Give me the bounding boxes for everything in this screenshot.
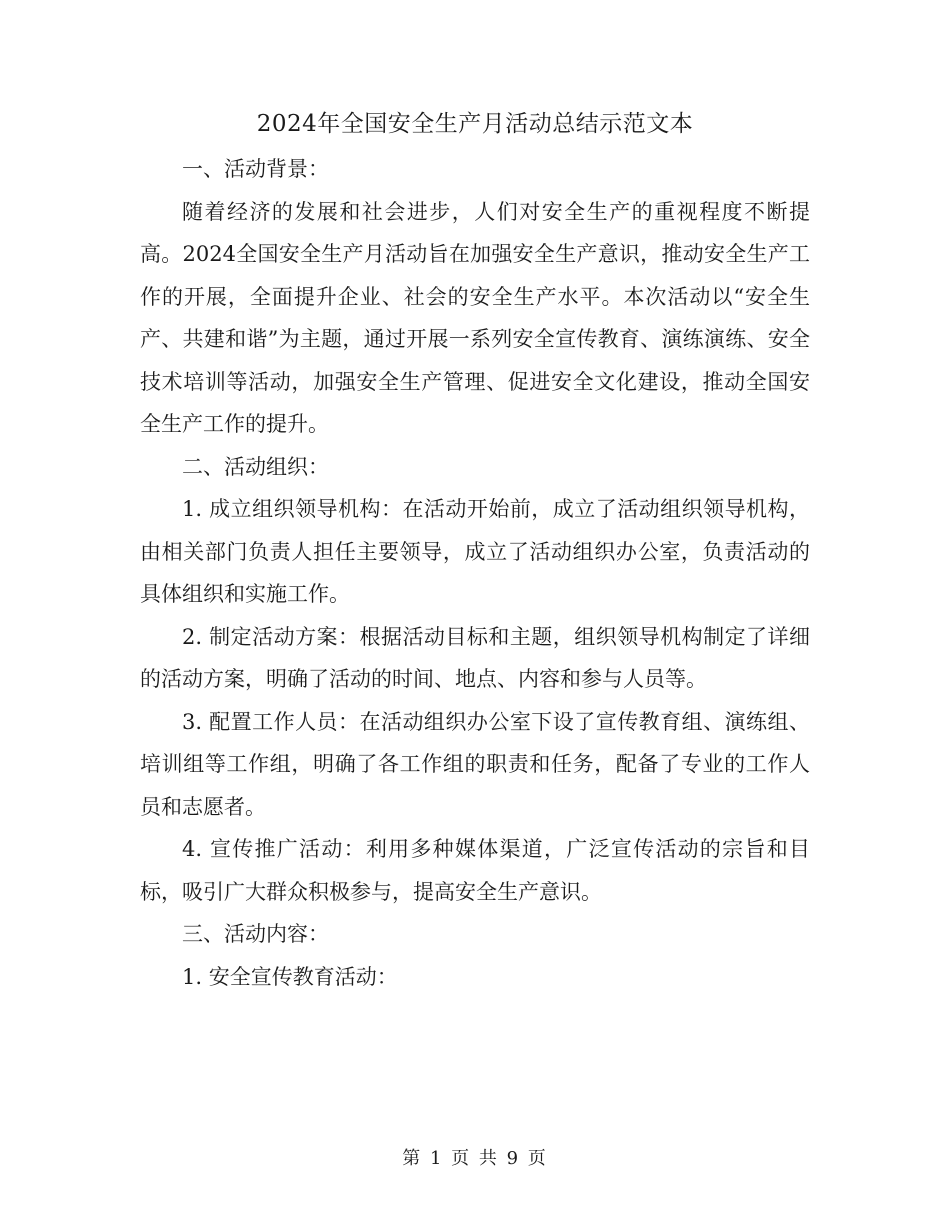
document-title: 2024年全国安全生产月活动总结示范文本 xyxy=(256,111,694,137)
organization-item-4: 4. 宣传推广活动：利用多种媒体渠道，广泛宣传活动的宗旨和目标，吸引广大群众积极参与，提高安全生产意识。 xyxy=(140,837,810,904)
page-footer: 第 1 页 共 9 页 xyxy=(402,1148,548,1169)
organization-item-1: 1. 成立组织领导机构：在活动开始前，成立了活动组织领导机构，由相关部门负责人担任主要领导，成立了活动组织办公室，负责活动的具体组织和实施工作。 xyxy=(140,497,810,606)
document-body xyxy=(140,104,810,998)
content-item-1: 1. 安全宣传教育活动： xyxy=(182,964,398,989)
section-heading-content: 三、活动内容： xyxy=(182,922,329,946)
organization-item-3: 3. 配置工作人员：在活动组织办公室下设了宣传教育组、演练组、培训组等工作组，明确了各工作组的职责和任务，配备了专业的工作人员和志愿者。 xyxy=(140,709,810,819)
background-paragraph: 随着经济的发展和社会进步，人们对安全生产的重视程度不断提高。2024全国安全生产月活动旨在加强安全生产意识，推动安全生产工作的开展，全面提升企业、社会的安全生产水平。本次活动以“安全生产、共建和谐”为主题，通过开展一系列安全宣传教育、演练演练、安全技术培训等活动，加强安全生产管理、促进安全文化建设，推动全国安全生产工作的提升。 xyxy=(140,199,810,436)
section-heading-background: 一、活动背景： xyxy=(182,157,329,181)
section-heading-organization: 二、活动组织： xyxy=(182,454,329,479)
organization-item-2: 2. 制定活动方案：根据活动目标和主题，组织领导机构制定了详细的活动方案，明确了活动的时间、地点、内容和参与人员等。 xyxy=(140,624,810,691)
